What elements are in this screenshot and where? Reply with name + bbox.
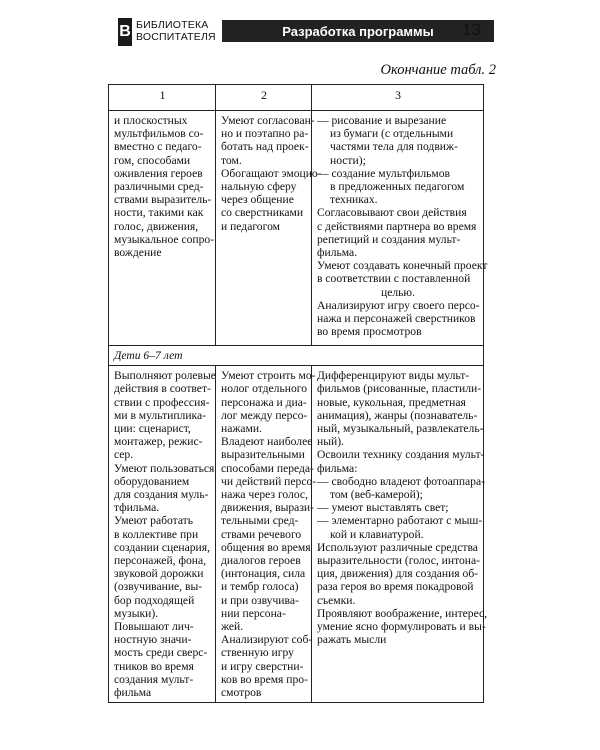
cell-text-line: и тембр голоса) xyxy=(221,580,299,594)
cell-text-line: — создание мультфильмов xyxy=(317,166,451,180)
cell-text-line: диалогов героев xyxy=(221,554,301,568)
table-header-row xyxy=(109,85,484,111)
cell-text-line: техниках. xyxy=(330,193,378,207)
cell-text-line: ственную игру xyxy=(221,646,294,660)
table-cell xyxy=(216,111,322,346)
cell-text-line: умение ясно формулировать и вы- xyxy=(317,620,486,634)
cell-text-line: Обогащают эмоцио- xyxy=(221,166,322,180)
table-caption: Окончание табл. 2 xyxy=(380,62,496,78)
cell-text-line: и при озвучива- xyxy=(221,593,299,607)
cell-text-line: движения, вырази- xyxy=(221,501,314,515)
cell-text-line: ражать мысли xyxy=(317,633,387,647)
cell-text-line: со сверстниками xyxy=(221,206,304,220)
cell-text-line: во время просмотров xyxy=(317,325,422,339)
table-cell xyxy=(312,366,488,703)
cell-text-line: фильма. xyxy=(317,246,358,260)
cell-text-line: частями тела для подвиж- xyxy=(330,140,458,154)
cell-text-line: ков во время про- xyxy=(221,672,308,686)
cell-text-line: Анализируют соб- xyxy=(221,633,313,647)
cell-text-line: целью. xyxy=(381,285,415,299)
cell-text-line: раза героя во время покадровой xyxy=(317,580,474,594)
series-logo-text xyxy=(136,19,216,43)
cell-text-line: Владеют наиболее xyxy=(221,435,313,449)
cell-text-line: фильма: xyxy=(317,461,358,475)
cell-text-line: тников во время xyxy=(114,659,194,673)
cell-text-line: из бумаги (с отдельными xyxy=(330,127,454,141)
cell-text-line: через общение xyxy=(221,193,294,207)
cell-text-line: общения во время xyxy=(221,540,311,554)
series-name-line1: БИБЛИОТЕКА xyxy=(136,19,209,31)
cell-text-line: Используют различные средства xyxy=(317,540,478,554)
cell-text-line: ствии с профессия- xyxy=(114,395,210,409)
cell-text-line: ный). xyxy=(317,435,344,449)
cell-text-line: ности, такими как xyxy=(114,206,204,220)
cell-text-line: — умеют выставлять свет; xyxy=(317,501,449,515)
cell-text-line: фильма xyxy=(114,686,152,700)
cell-text-line: нажа через голос, xyxy=(221,488,308,502)
cell-text-line: Анализируют игру своего персо- xyxy=(317,298,480,312)
cell-text-line: ностную значи- xyxy=(114,633,192,647)
table-cell xyxy=(312,111,488,346)
cell-text-line: нолог отдельного xyxy=(221,382,308,396)
cell-text-line: монтажер, режис- xyxy=(114,435,203,449)
cell-text-line: в коллективе при xyxy=(114,527,199,541)
cell-text-line: нии персона- xyxy=(221,606,286,620)
age-group-label: Дети 6–7 лет xyxy=(109,346,484,366)
cell-text-line: создания мульт- xyxy=(114,672,194,686)
cell-text-line: Умеют создавать конечный проект xyxy=(317,259,488,273)
cell-text-line: нальную сферу xyxy=(221,180,297,194)
cell-text-line: выразительными xyxy=(221,448,305,462)
cell-text-line: — рисование и вырезание xyxy=(317,114,447,127)
cell-text-line: ный, музыкальный, развлекатель- xyxy=(317,422,484,436)
cell-text-line: новые, кукольная, предметная xyxy=(317,395,466,409)
page-header xyxy=(118,18,498,50)
cell-text-line: Повышают лич- xyxy=(114,620,194,634)
cell-text-line: Проявляют воображение, интерес, xyxy=(317,606,488,620)
cell-text-line: персонажа и диа- xyxy=(221,395,307,409)
cell-text-line: Умеют пользоваться xyxy=(114,461,215,475)
cell-text-line: в предложенных педагогом xyxy=(330,180,465,194)
cell-text-line: вместно с педаго- xyxy=(114,140,202,154)
cell-text-line: Согласовывают свои действия xyxy=(317,206,467,220)
cell-text-line: и игру сверстни- xyxy=(221,659,304,673)
series-logo-icon: В xyxy=(118,18,132,46)
cell-text-line: жей. xyxy=(221,620,244,634)
competency-table xyxy=(108,84,488,703)
cell-text-line: съемки. xyxy=(317,593,356,607)
cell-text-line: ции: сценарист, xyxy=(114,422,191,436)
cell-text-line: ности); xyxy=(330,153,366,167)
section-title: Разработка программы xyxy=(222,20,494,42)
cell-text-line: Дифференцируют виды мульт- xyxy=(317,369,470,383)
cell-text-line: различными сред- xyxy=(114,180,204,194)
cell-text-line: для создания муль- xyxy=(114,488,209,502)
cell-text-line: персонажей, фона, xyxy=(114,554,207,568)
cell-text-line: (озвучивание, вы- xyxy=(114,580,203,594)
cell-text-line: оборудованием xyxy=(114,474,190,488)
table-cell xyxy=(109,111,216,346)
column-header: 2 xyxy=(216,85,312,111)
table-row xyxy=(109,111,484,346)
cell-text-line: ция, движения) для создания об- xyxy=(317,567,479,581)
cell-text-line: смотров xyxy=(221,686,262,700)
cell-text-line: создании сценария, xyxy=(114,540,210,554)
cell-text-line: нажами. xyxy=(221,422,262,436)
column-header: 1 xyxy=(109,85,216,111)
cell-text-line: способами переда- xyxy=(221,461,314,475)
cell-text-line: с действиями партнера во время xyxy=(317,219,477,233)
cell-text-line: сер. xyxy=(114,448,134,462)
cell-text-line: звуковой дорожки xyxy=(114,567,204,581)
cell-text-line: — свободно владеют фотоаппара- xyxy=(317,474,485,488)
cell-text-line: Умеют строить мо- xyxy=(221,369,316,383)
column-header: 3 xyxy=(312,85,484,111)
cell-text-line: тельными сред- xyxy=(221,514,299,528)
cell-text-line: действия в соответ- xyxy=(114,382,211,396)
cell-text-line: мультфильмов со- xyxy=(114,127,204,141)
table-cell xyxy=(216,366,317,703)
table-cell xyxy=(109,366,216,703)
table-row xyxy=(109,366,484,703)
cell-text-line: фильмов (рисованные, пластили- xyxy=(317,382,482,396)
cell-text-line: нажа и персонажей сверстников xyxy=(317,312,476,326)
cell-text-line: бор подходящей xyxy=(114,593,195,607)
cell-text-line: но и поэтапно ра- xyxy=(221,127,309,141)
cell-text-line: выразительности (голос, интона- xyxy=(317,554,480,568)
series-name-line2: ВОСПИТАТЕЛЯ xyxy=(136,31,216,43)
page-number: 13 xyxy=(462,20,481,39)
cell-text-line: чи действий персо- xyxy=(221,474,317,488)
cell-text-line: в соответствии с поставленной xyxy=(317,272,471,286)
cell-text-line: гом, способами xyxy=(114,153,191,167)
cell-text-line: и плоскостных xyxy=(114,114,188,127)
cell-text-line: ствами выразитель- xyxy=(114,193,212,207)
cell-text-line: тфильма. xyxy=(114,501,160,515)
cell-text-line: анимация), жанры (познаватель- xyxy=(317,408,478,422)
section-row xyxy=(109,346,484,366)
cell-text-line: том (веб-камерой); xyxy=(330,488,423,502)
cell-text-line: вождение xyxy=(114,246,162,260)
cell-text-line: Умеют работать xyxy=(114,514,194,528)
cell-text-line: Выполняют ролевые xyxy=(114,369,216,383)
cell-text-line: ботать над проек- xyxy=(221,140,309,154)
cell-text-line: лог между персо- xyxy=(221,408,308,422)
cell-text-line: ствами речевого xyxy=(221,527,302,541)
cell-text-line: и педагогом xyxy=(221,219,280,233)
cell-text-line: Умеют согласован- xyxy=(221,114,315,127)
cell-text-line: голос, движения, xyxy=(114,219,199,233)
cell-text-line: (интонация, сила xyxy=(221,567,306,581)
cell-text-line: ми в мультиплика- xyxy=(114,408,206,422)
cell-text-line: Освоили технику создания мульт- xyxy=(317,448,485,462)
cell-text-line: кой и клавиатурой. xyxy=(330,527,424,541)
cell-text-line: репетиций и создания мульт- xyxy=(317,232,461,246)
cell-text-line: оживления героев xyxy=(114,166,203,180)
cell-text-line: — элементарно работают с мыш- xyxy=(317,514,483,528)
cell-text-line: музыки). xyxy=(114,606,159,620)
cell-text-line: мость среди сверс- xyxy=(114,646,208,660)
cell-text-line: музыкальное сопро- xyxy=(114,232,215,246)
cell-text-line: том. xyxy=(221,153,242,167)
